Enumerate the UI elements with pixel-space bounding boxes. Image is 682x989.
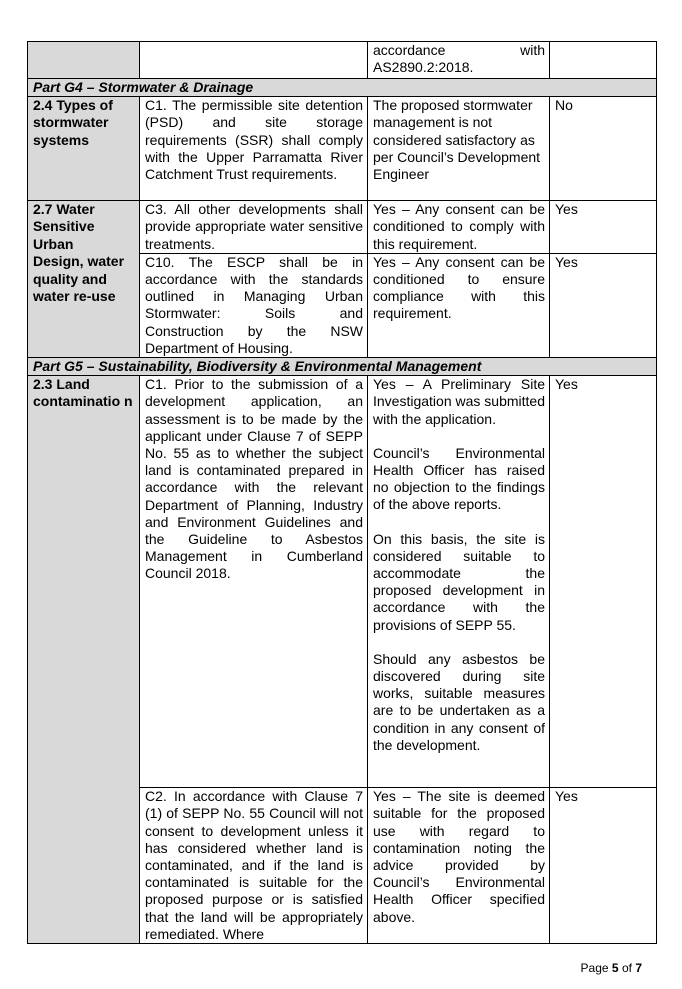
requirement-cell: C10. The ESCP shall be in accordance with the standards outlined in Managing Urban Stormwater: Soils and Construction by the NSW Department of Housing. [140, 253, 368, 357]
table-row [28, 376, 657, 788]
section-title-g4: Part G4 – Stormwater & Drainage [28, 79, 657, 97]
proposal-cell [368, 376, 550, 788]
control-cell [28, 788, 140, 944]
proposal-paragraph: On this basis, the site is considered suitable to accommodate the proposed development in accordance with the provisions of SEPP 55. [373, 530, 545, 633]
table-row [28, 788, 657, 944]
assessment-table [27, 41, 657, 944]
compliance-cell [550, 42, 657, 79]
proposal-paragraph: Council’s Environmental Health Officer has raised no objection to the findings of the above reports. [373, 444, 545, 513]
proposal-paragraph: Yes – A Preliminary Site Investigation was submitted with the application. [373, 376, 545, 427]
compliance-cell: Yes [550, 201, 657, 254]
proposal-cell: Yes – The site is deemed suitable for the proposed use with regard to contamination noting the advice provided by Council’s Environmental Health Officer specified above. [368, 788, 550, 944]
table-row [28, 201, 657, 254]
requirement-cell: C2. In accordance with Clause 7 (1) of SEPP No. 55 Council will not consent to development unless it has considered whether land is contaminated, and if the land is contaminated is suitable for the proposed purpose or is satisfied that the land will be appropriately remediated. Where [140, 788, 368, 944]
control-cell: Design, water quality and water re-use [28, 253, 140, 357]
control-cell: 2.7 Water Sensitive Urban [28, 201, 140, 254]
proposal-cell: accordance with AS2890.2:2018. [368, 42, 550, 79]
section-row [28, 79, 657, 97]
control-cell: 2.3 Land contaminatio n [28, 376, 140, 788]
proposal-paragraph: Should any asbestos be discovered during site works, suitable measures are to be undertaken as a condition in any consent of the development. [373, 650, 545, 753]
page-number: Page 5 of 7 [580, 961, 642, 975]
proposal-cell: Yes – Any consent can be conditioned to comply with this requirement. [368, 201, 550, 254]
section-title-g5: Part G5 – Sustainability, Biodiversity & Environmental Management [28, 358, 657, 376]
compliance-cell: Yes [550, 376, 657, 788]
control-cell: 2.4 Types of stormwater systems [28, 97, 140, 201]
control-cell [28, 42, 140, 79]
section-row [28, 358, 657, 376]
requirement-cell [140, 42, 368, 79]
table-row [28, 42, 657, 79]
table-row [28, 253, 657, 357]
table-row [28, 97, 657, 201]
proposal-cell: Yes – Any consent can be conditioned to ensure compliance with this requirement. [368, 253, 550, 357]
compliance-cell: No [550, 97, 657, 201]
requirement-cell: C1. Prior to the submission of a development application, an assessment is to be made by the applicant under Clause 7 of SEPP No. 55 as to whether the subject land is contaminated prepared in accordance with the relevant Department of Planning, Industry and Environment Guidelines and the Guideline to Asbestos Management in Cumberland Council 2018. [140, 376, 368, 788]
compliance-cell: Yes [550, 253, 657, 357]
compliance-cell: Yes [550, 788, 657, 944]
requirement-cell: C1. The permissible site detention (PSD) and site storage requirements (SSR) shall comply with the Upper Parramatta River Catchment Trust requirements. [140, 97, 368, 201]
proposal-cell: The proposed stormwater management is not considered satisfactory as per Council’s Development Engineer [368, 97, 550, 201]
requirement-cell: C3. All other developments shall provide appropriate water sensitive treatments. [140, 201, 368, 254]
